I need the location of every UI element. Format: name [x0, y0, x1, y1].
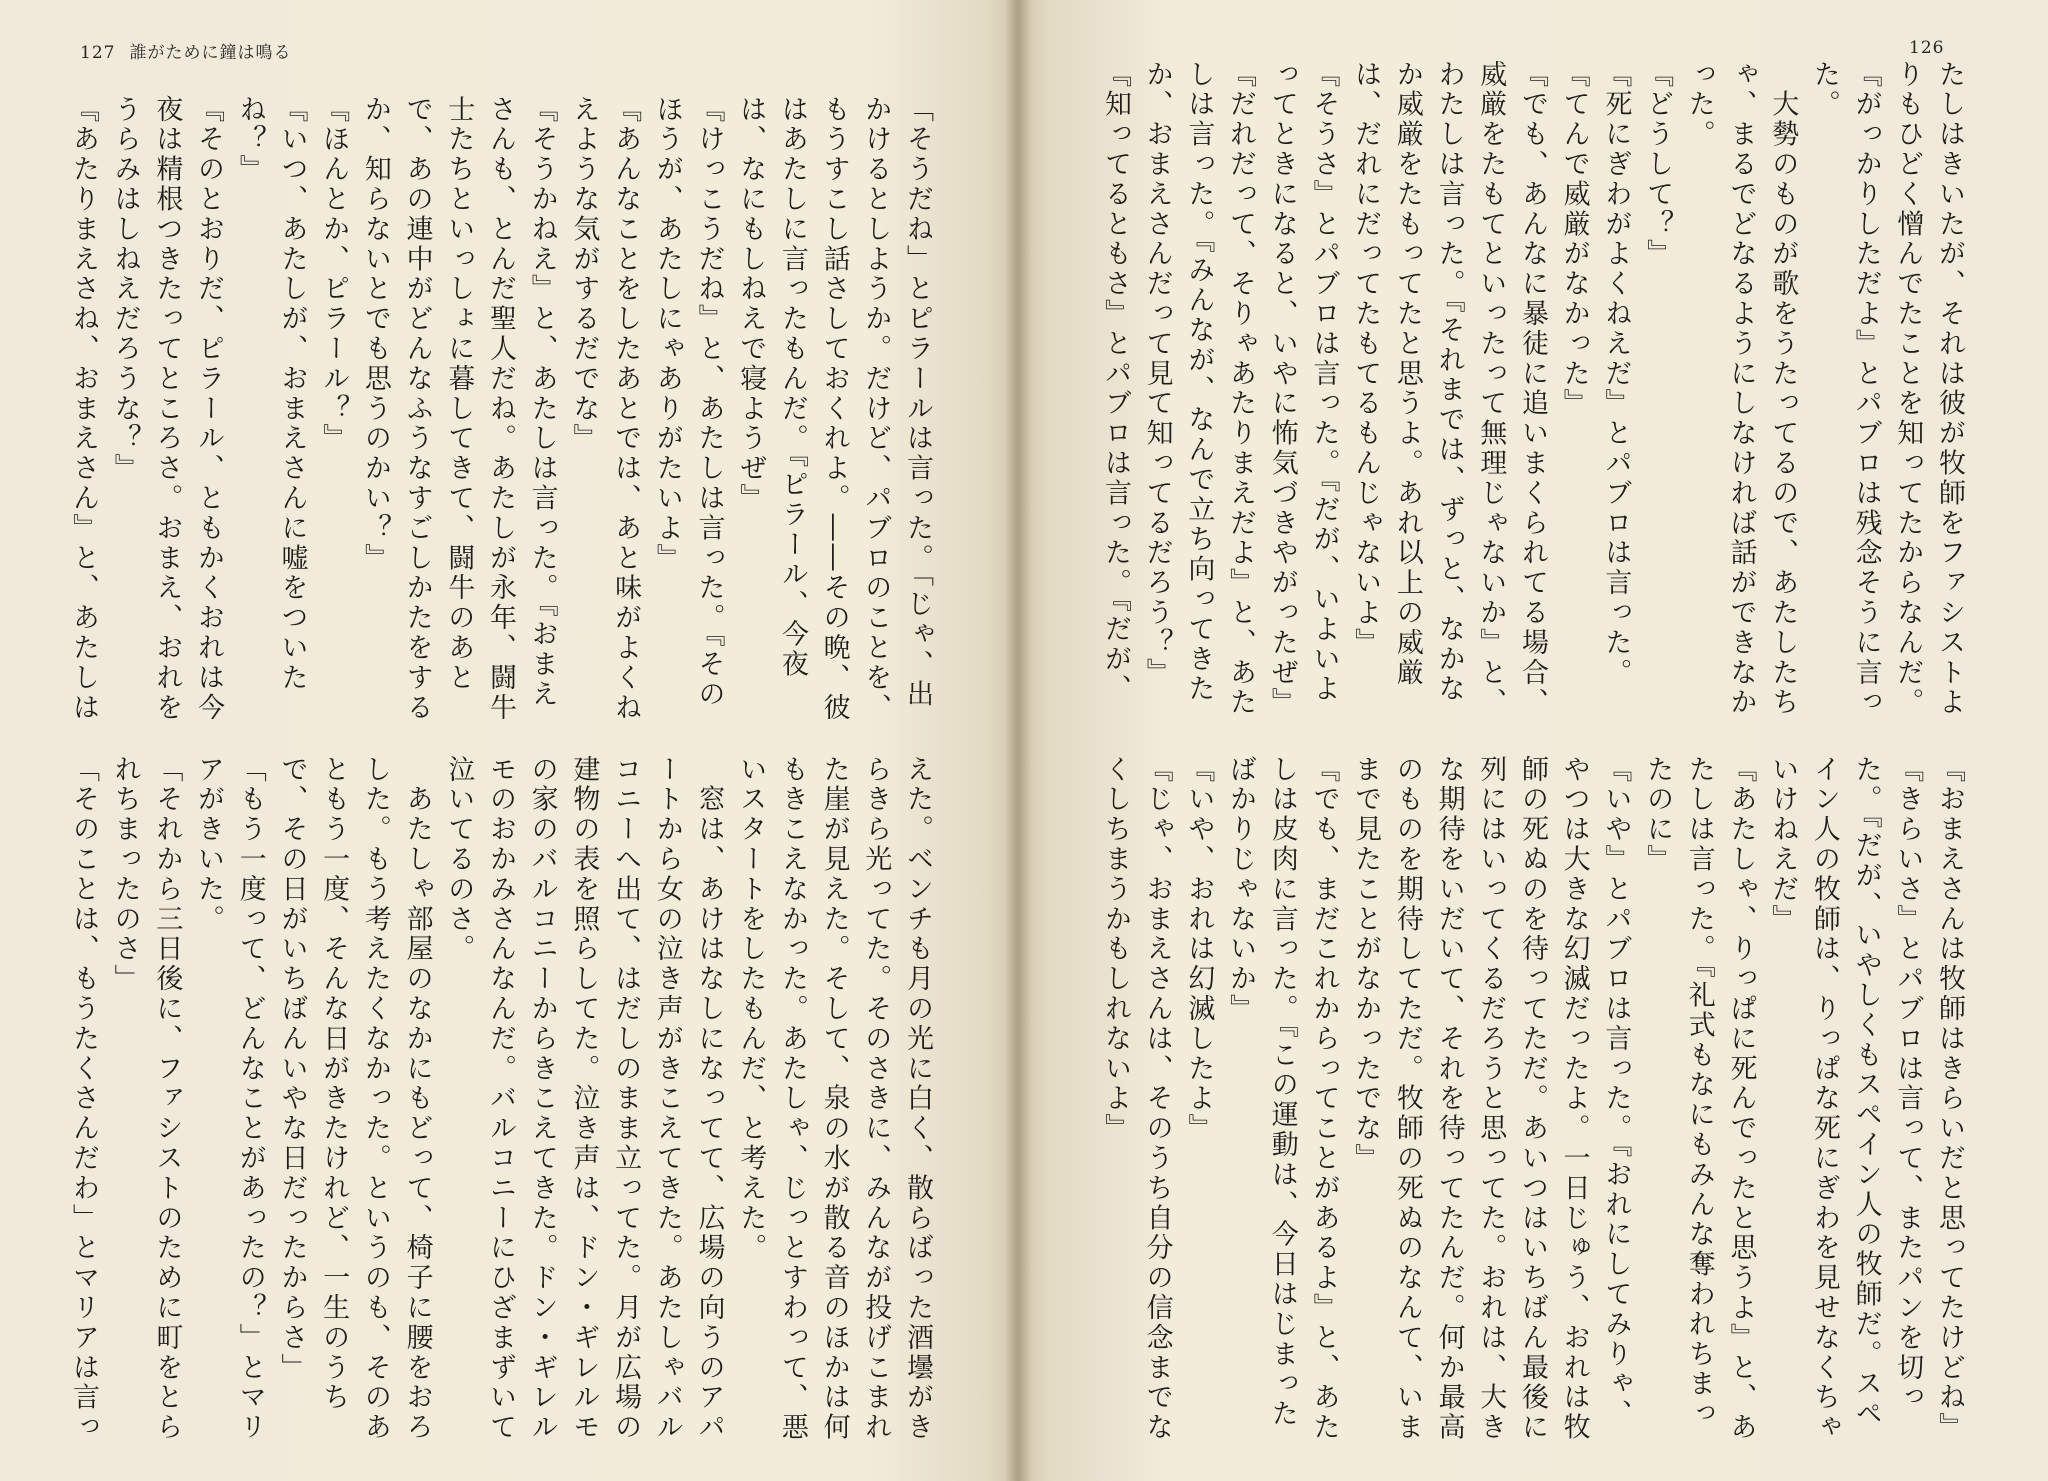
left-page-upper-text: 「そうだね」とピラールは言った。「じゃ、出かけるとしようか。だけど、パブロのことを、もうすこし話さしておくれよ。――その晩、彼はあたしに言ったもんだ。『ピラール、今夜は、なにもしねえで寝ようぜ』 『けっこうだね』と、あたしは言った。『そのほうが、あたしにゃありがたいよ』 『あんなことをしたあとでは、あと味がよくねえような気がするだでな』 『そうかねえ』と、あたしは言った。『おまえさんも、とんだ聖人だね。あたしが永年、闘牛士たちといっしょに暮してきて、闘牛のあとで、あの連中がどんなふうなすごしかたをするか、知らないとでも思うのかい？』 『ほんとか、ピラール？』 『いつ、あたしが、おまえさんに嘘をついたね？』 『そのとおりだ、ピラール、ともかくおれは今夜は精根つきたってところさ。おまえ、おれをうらみはしねえだろうな？』 『あたりまえさね、おまえさん』と、あたしは — [67, 95, 933, 723]
left-page-lower-text: えた。ベンチも月の光に白く、散らばった酒壜がきらきら光ってた。そのさきに、みんなが投げこまれた崖が見えた。そして、泉の水が散る音のほかは何もきこえなかった。あたしゃ、じっとすわって、悪いスタートをしたもんだ、と考えた。 窓は、あけはなしになってて、広場の向うのアパートから女の泣き声がきこえてきた。あたしゃバルコニーへ出て、はだしのまま立ってた。月が広場の建物の表を照らしてた。泣き声は、ドン・ギレルモの家のバルコニーからきこえてきた。ドン・ギレルモのおかみさんなんだ。バルコニーにひざまずいて泣いてるのさ。 あたしゃ部屋のなかにもどって、椅子に腰をおろした。もう考えたくなかった。というのも、そのあともう一度、そんな日がきたけれど、一生のうちで、その日がいちばんいやな日だったからさ」 「もう一度って、どんなことがあったの？」とマリアがきいた。 「それから三日後に、ファシストのために町をとられちまったのさ」 「そのことは、もうたくさんだわ」とマリアは言っ — [67, 755, 933, 1443]
book-gutter — [1005, 0, 1031, 1481]
left-page — [0, 0, 1018, 1481]
right-page-header — [1909, 38, 1944, 58]
right-page — [1018, 0, 2048, 1481]
right-page-number: 126 — [1909, 38, 1945, 58]
running-title: 誰がために鐘は鳴る — [129, 43, 292, 63]
left-page-number: 127 — [80, 43, 116, 63]
right-page-lower-text: 『おまえさんは牧師はきらいだと思ってたけどね』 『きらいさ』とパブロは言って、またパンを切った。『だが、いやしくもスペイン人の牧師だ。スペイン人の牧師は、りっぱな死にぎわを見せなくちゃいけねえだ』 『あたしゃ、りっぱに死んでったと思うよ』と、あたしは言った。『礼式もなにもみんな奪われちまったのに』 『いや』とパブロは言った。『おれにしてみりゃ、やつは大きな幻滅だったよ。一日じゅう、おれは牧師の死ぬのを待ってただ。あいつはいちばん最後に列にはいってくるだろうと思ってた。おれは、大きな期待をいだいて、それを待ってたんだ。何か最高のものを期待してただ。牧師の死ぬのなんて、いままで見たことがなかったでな』 『でも、まだこれからってことがあるよ』と、あたしは皮肉に言った。『この運動は、今日はじまったばかりじゃないか』 『いや、おれは幻滅したよ』 『じゃ、おまえさんは、そのうち自分の信念までなくしちまうかもしれないよ』 — [1099, 755, 1965, 1443]
left-page-header — [80, 38, 291, 63]
right-page-upper-text: たしはきいたが、それは彼が牧師をファシストよりもひどく憎んでたことを知ってたからなんだ。 『がっかりしただよ』とパブロは残念そうに言った。 大勢のものが歌をうたってるので、あたしたちゃ、まるでどなるようにしなければ話ができなかった。 『どうして？』 『死にぎわがよくねえだ』とパブロは言った。『てんで威厳がなかった』 『でも、あんなに暴徒に追いまくられてる場合、威厳をたもてといったって無理じゃないか』と、わたしは言った。『それまでは、ずっと、なかなか威厳をたもってたと思うよ。あれ以上の威厳は、だれにだってたもてるもんじゃないよ』 『そうさ』とパブロは言った。『だが、いよいよってときになると、いやに怖気づきやがったぜ』 『だれだって、そりゃあたりまえだよ』と、あたしは言った。『みんなが、なんで立ち向ってきたか、おまえさんだって見て知ってるだろう？』 『知ってるともさ』とパブロは言った。『だが、 — [1099, 60, 1965, 718]
